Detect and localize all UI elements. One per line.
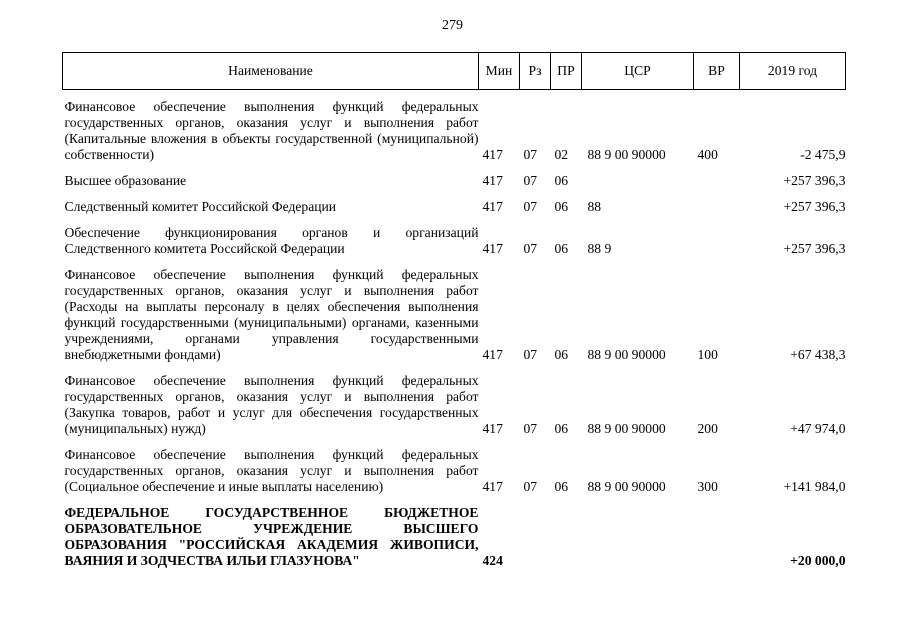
header-vr: ВР bbox=[694, 53, 740, 90]
row-pr: 02 bbox=[554, 147, 569, 162]
row-min: 417 bbox=[482, 241, 503, 256]
row-min: 417 bbox=[482, 147, 503, 162]
row-min: 417 bbox=[482, 347, 503, 362]
table-row bbox=[63, 90, 846, 164]
row-csr: 88 9 00 90000 bbox=[587, 421, 666, 436]
row-csr: 88 9 bbox=[587, 241, 612, 256]
row-vr: 300 bbox=[697, 479, 718, 494]
table-header-row bbox=[63, 53, 846, 90]
row-amount: +67 438,3 bbox=[790, 347, 846, 362]
row-rz: 07 bbox=[523, 199, 538, 214]
row-min: 417 bbox=[482, 199, 503, 214]
row-amount: -2 475,9 bbox=[800, 147, 846, 162]
row-name: Финансовое обеспечение выполнения функций федеральных государственных органов, оказания услуг и выполнения работ (Капитальные вложения в объекты государственной (муниципальной) собственности) bbox=[64, 99, 479, 162]
row-min: 417 bbox=[482, 421, 503, 436]
row-min: 417 bbox=[482, 479, 503, 494]
row-rz bbox=[520, 495, 551, 569]
row-pr: 06 bbox=[554, 241, 569, 256]
header-csr: ЦСР bbox=[582, 53, 694, 90]
row-rz: 07 bbox=[523, 347, 538, 362]
table-row bbox=[63, 215, 846, 257]
row-amount: +141 984,0 bbox=[783, 479, 846, 494]
row-pr: 06 bbox=[554, 199, 569, 214]
row-pr: 06 bbox=[554, 347, 569, 362]
row-rz: 07 bbox=[523, 421, 538, 436]
row-name: Финансовое обеспечение выполнения функций федеральных государственных органов, оказания услуг и выполнения работ (Социальное обеспечение и иные выплаты населению) bbox=[64, 447, 479, 494]
table-row bbox=[63, 495, 846, 569]
table-row bbox=[63, 437, 846, 495]
row-rz: 07 bbox=[523, 147, 538, 162]
row-rz: 07 bbox=[523, 241, 538, 256]
row-csr: 88 bbox=[587, 199, 602, 214]
row-amount: +20 000,0 bbox=[790, 553, 846, 568]
row-min: 417 bbox=[482, 173, 503, 188]
header-pr: ПР bbox=[551, 53, 582, 90]
table-row bbox=[63, 189, 846, 215]
row-amount: +47 974,0 bbox=[790, 421, 846, 436]
row-vr bbox=[694, 495, 740, 569]
row-name: Финансовое обеспечение выполнения функций федеральных государственных органов, оказания услуг и выполнения работ (Закупка товаров, работ и услуг для обеспечения государственных (муниципальных) нужд) bbox=[64, 373, 479, 436]
row-name: Следственный комитет Российской Федерации bbox=[64, 199, 337, 214]
table-row bbox=[63, 163, 846, 189]
row-vr: 100 bbox=[697, 347, 718, 362]
row-pr: 06 bbox=[554, 173, 569, 188]
row-csr: 88 9 00 90000 bbox=[587, 479, 666, 494]
row-csr: 88 9 00 90000 bbox=[587, 347, 666, 362]
row-name: ФЕДЕРАЛЬНОЕ ГОСУДАРСТВЕННОЕ БЮДЖЕТНОЕ ОБРАЗОВАТЕЛЬНОЕ УЧРЕЖДЕНИЕ ВЫСШЕГО ОБРАЗОВАНИЯ "РОССИЙСКАЯ АКАДЕМИЯ ЖИВОПИСИ, ВАЯНИЯ И ЗОДЧЕСТВА ИЛЬИ ГЛАЗУНОВА" bbox=[64, 505, 479, 568]
header-name: Наименование bbox=[63, 53, 479, 90]
row-amount: +257 396,3 bbox=[783, 241, 846, 256]
table-row bbox=[63, 363, 846, 437]
row-vr: 400 bbox=[697, 147, 718, 162]
row-vr bbox=[694, 189, 740, 215]
page-number: 279 bbox=[442, 18, 463, 33]
row-name: Финансовое обеспечение выполнения функций федеральных государственных органов, оказания услуг и выполнения работ (Расходы на выплаты персоналу в целях обеспечения выполнения функций государственными (муниципальными) органами, казенными учреждениями, органами управления государственными внебюджетными фондами) bbox=[64, 267, 479, 362]
row-vr bbox=[694, 215, 740, 257]
row-pr: 06 bbox=[554, 479, 569, 494]
row-csr: 88 9 00 90000 bbox=[587, 147, 666, 162]
row-csr bbox=[582, 495, 694, 569]
row-pr: 06 bbox=[554, 421, 569, 436]
row-pr bbox=[551, 495, 582, 569]
row-name: Высшее образование bbox=[64, 173, 187, 188]
row-amount: +257 396,3 bbox=[783, 199, 846, 214]
budget-table bbox=[62, 52, 846, 569]
row-amount: +257 396,3 bbox=[783, 173, 846, 188]
header-rz: Рз bbox=[520, 53, 551, 90]
row-csr bbox=[582, 163, 694, 189]
header-min: Мин bbox=[479, 53, 520, 90]
row-min: 424 bbox=[482, 553, 503, 568]
row-name: Обеспечение функционирования органов и организаций Следственного комитета Российской Федерации bbox=[64, 225, 479, 256]
header-year: 2019 год bbox=[740, 53, 846, 90]
row-rz: 07 bbox=[523, 479, 538, 494]
row-rz: 07 bbox=[523, 173, 538, 188]
row-vr bbox=[694, 163, 740, 189]
table-row bbox=[63, 257, 846, 363]
row-vr: 200 bbox=[697, 421, 718, 436]
